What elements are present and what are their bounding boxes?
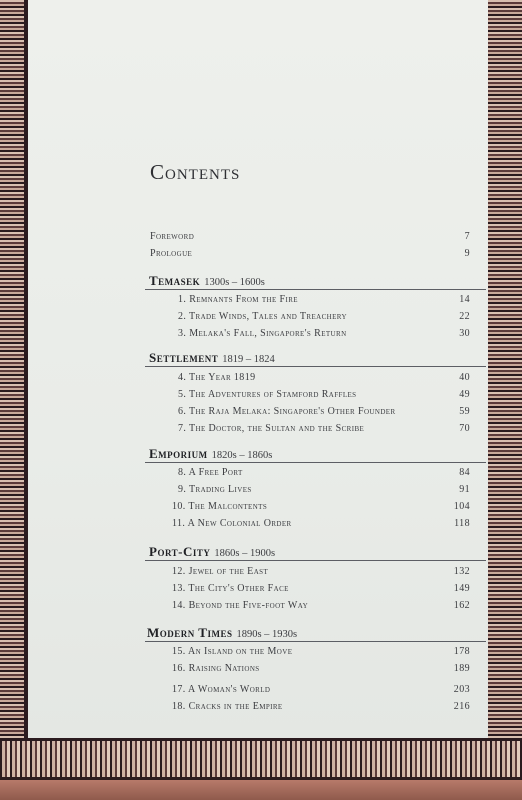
toc-entry-chapter-17 (28, 684, 488, 700)
toc-entry-label: 14. Beyond the Five-foot Way (172, 600, 309, 611)
toc-entry-label: 7. The Doctor, the Sultan and the Scribe (178, 423, 365, 434)
toc-entry-page: 7 (464, 231, 470, 242)
toc-entry-page: 91 (459, 484, 470, 495)
toc-entry-page: 70 (459, 423, 470, 434)
toc-entry-page: 118 (454, 518, 470, 529)
toc-entry-page: 14 (459, 294, 470, 305)
toc-entry-label: Prologue (150, 248, 193, 259)
toc-entry-label: 3. Melaka's Fall, Singapore's Return (178, 328, 347, 339)
toc-entry-chapter-15 (28, 646, 488, 662)
toc-entry-label: 9. Trading Lives (178, 484, 252, 495)
part-years: 1860s – 1900s (214, 548, 276, 559)
part-rule (145, 560, 486, 561)
part-years: 1820s – 1860s (211, 450, 273, 461)
contents-page (28, 0, 488, 738)
toc-entry-label: 12. Jewel of the East (172, 566, 269, 577)
toc-entry-chapter-5 (28, 389, 488, 405)
toc-entry-label: 5. The Adventures of Stamford Raffles (178, 389, 357, 400)
toc-entry-page: 216 (453, 701, 470, 712)
toc-entry-chapter-13 (28, 583, 488, 599)
toc-entry-page: 132 (453, 566, 470, 577)
toc-entry-page: 30 (459, 328, 470, 339)
toc-entry-chapter-1 (28, 294, 488, 310)
toc-entry-page: 9 (464, 248, 470, 259)
toc-entry-page: 149 (453, 583, 470, 594)
toc-entry-page: 49 (459, 389, 470, 400)
part-rule (145, 366, 486, 367)
toc-entry-chapter-11 (28, 518, 488, 534)
toc-entry-page: 203 (453, 684, 470, 695)
toc-entry-chapter-18 (28, 701, 488, 717)
toc-entry-page: 59 (459, 406, 470, 417)
toc-entry-label: 4. The Year 1819 (178, 372, 256, 383)
toc-entry-page: 40 (459, 372, 470, 383)
toc-entry-label: 16. Raising Nations (172, 663, 260, 674)
toc-entry-page: 22 (459, 311, 470, 322)
toc-entry-foreword (28, 231, 488, 247)
toc-entry-page: 104 (453, 501, 470, 512)
part-name: Modern Times (147, 625, 233, 640)
part-heading-port-city (149, 544, 275, 560)
toc-entry-chapter-4 (28, 372, 488, 388)
right-ornamental-border (488, 0, 522, 800)
left-ornamental-border (0, 0, 28, 800)
part-rule (145, 289, 486, 290)
part-rule (145, 641, 486, 642)
bottom-border-band (0, 738, 522, 780)
toc-entry-label: 1. Remnants From the Fire (178, 294, 298, 305)
toc-entry-chapter-8 (28, 467, 488, 483)
toc-entry-page: 162 (453, 600, 470, 611)
toc-entry-chapter-16 (28, 663, 488, 679)
bottom-stamp-area (0, 780, 522, 800)
toc-entry-label: 10. The Malcontents (172, 501, 268, 512)
toc-entry-chapter-2 (28, 311, 488, 327)
toc-entry-page: 189 (453, 663, 470, 674)
part-years: 1300s – 1600s (204, 277, 265, 288)
toc-entry-chapter-14 (28, 600, 488, 616)
bottom-ornamental-border (0, 738, 522, 800)
part-name: Emporium (149, 446, 208, 461)
toc-entry-label: 13. The City's Other Face (172, 583, 289, 594)
part-heading-temasek (149, 273, 265, 289)
toc-entry-chapter-6 (28, 406, 488, 422)
toc-entry-chapter-7 (28, 423, 488, 439)
toc-entry-page: 84 (459, 467, 470, 478)
part-years: 1890s – 1930s (236, 629, 298, 640)
toc-entry-chapter-10 (28, 501, 488, 517)
part-heading-emporium (149, 446, 272, 462)
toc-entry-label: 15. An Island on the Move (172, 646, 293, 657)
page-title: Contents (150, 160, 241, 184)
toc-entry-label: 2. Trade Winds, Tales and Treachery (178, 311, 347, 322)
part-heading-settlement (149, 350, 275, 366)
part-name: Temasek (149, 273, 201, 288)
toc-entry-page: 178 (453, 646, 470, 657)
part-rule (145, 462, 486, 463)
toc-entry-chapter-3 (28, 328, 488, 344)
toc-entry-label: 6. The Raja Melaka: Singapore's Other Founder (178, 406, 396, 417)
toc-entry-chapter-9 (28, 484, 488, 500)
part-name: Port-City (149, 544, 211, 559)
toc-entry-prologue (28, 248, 488, 264)
toc-entry-label: 17. A Woman's World (172, 684, 271, 695)
toc-entry-chapter-12 (28, 566, 488, 582)
toc-entry-label: 8. A Free Port (178, 467, 243, 478)
toc-entry-label: Foreword (150, 231, 195, 242)
part-name: Settlement (149, 350, 219, 365)
toc-entry-label: 18. Cracks in the Empire (172, 701, 283, 712)
part-years: 1819 – 1824 (222, 354, 275, 365)
part-heading-modern-times (147, 625, 297, 641)
toc-entry-label: 11. A New Colonial Order (172, 518, 292, 529)
